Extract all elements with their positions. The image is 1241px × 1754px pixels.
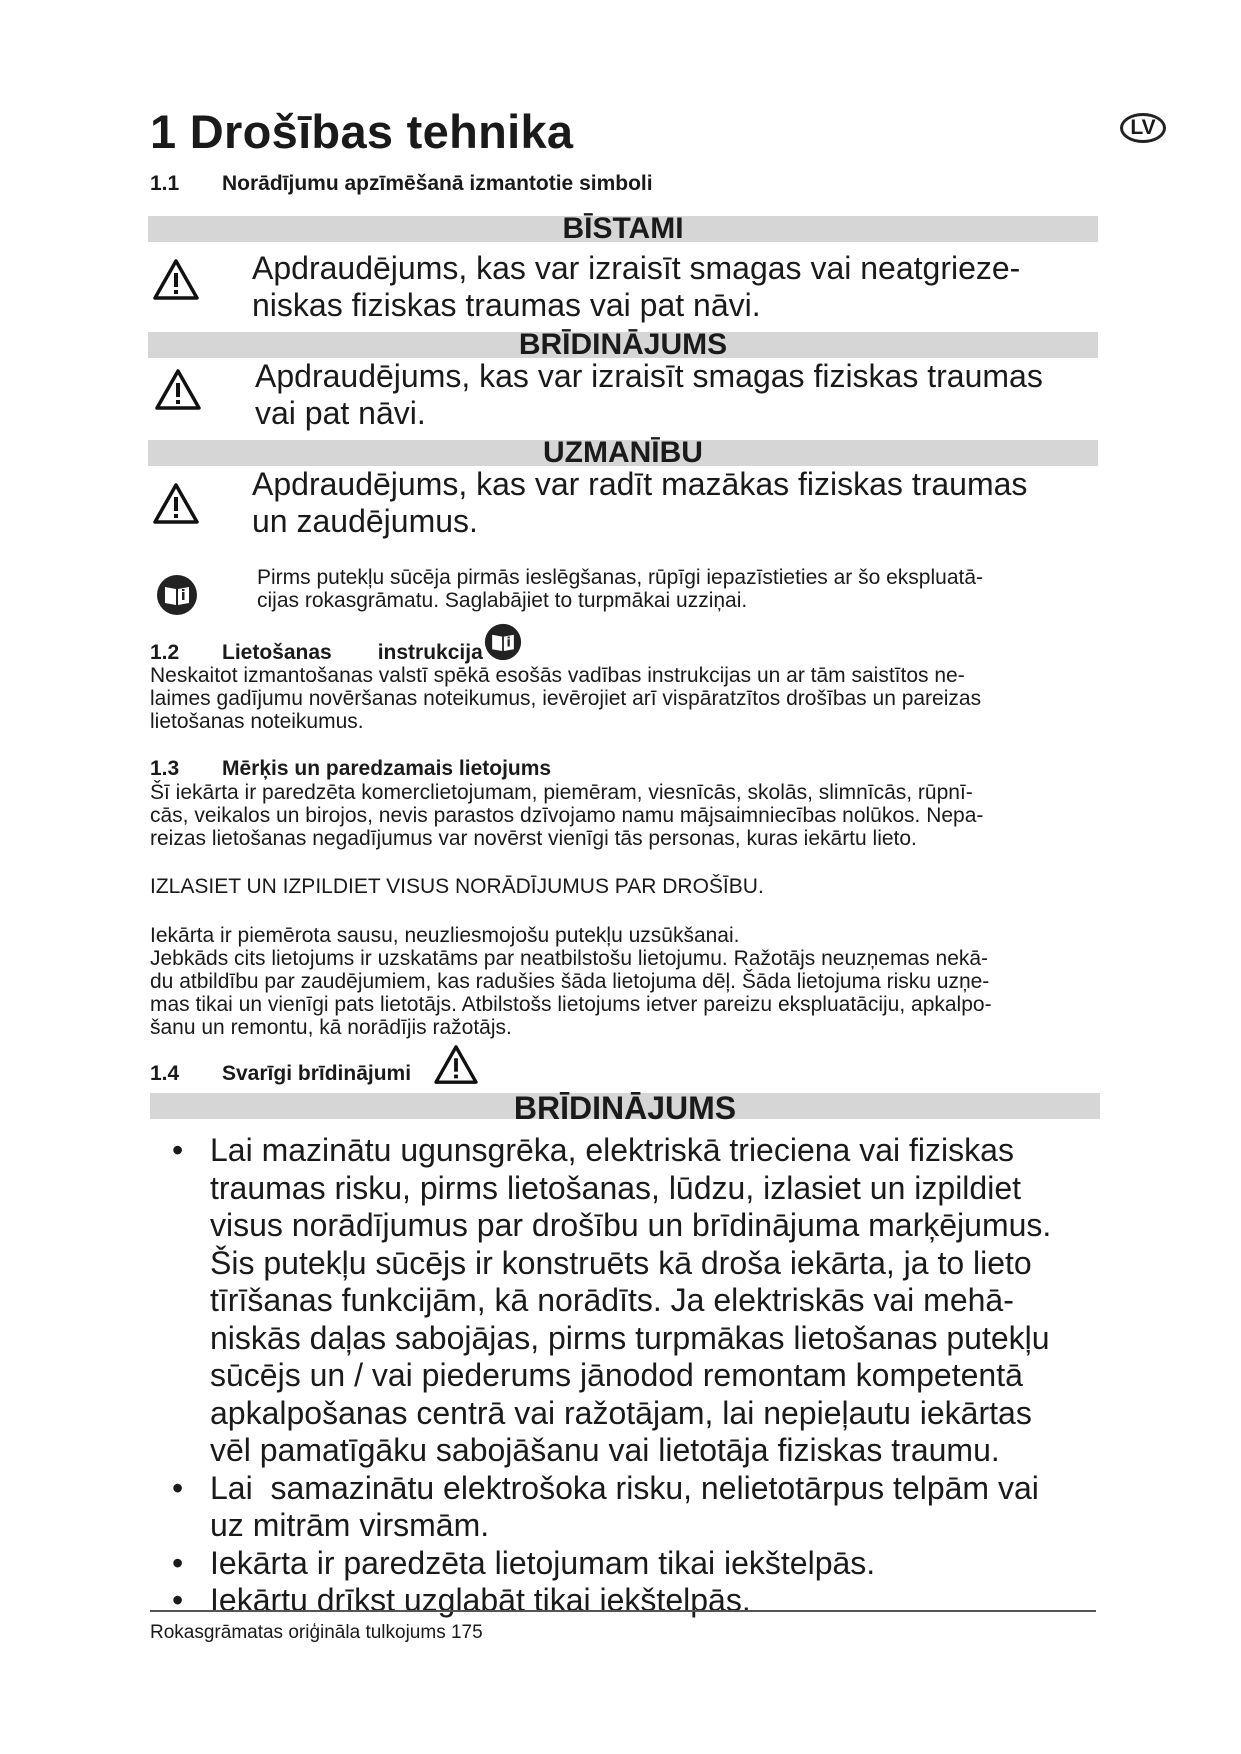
caution-line: Apdraudējums, kas var radīt mazākas fiziskas traumas: [252, 466, 1028, 502]
footer-divider: [150, 1610, 1096, 1612]
text-line: reizas lietošanas negadījumus var novērst vienīgi tās personas, kuras iekārtu lieto.: [150, 827, 917, 850]
text-line: apkalpošanas centrā vai ražotājam, lai nepieļautu iekārtas: [210, 1394, 1032, 1431]
text-line: traumas risku, pirms lietošanas, lūdzu, izlasiet un izpildiet: [210, 1169, 1021, 1206]
section-1-3-heading: [150, 757, 551, 781]
warning-line: Apdraudējums, kas var izraisīt smagas fiziskas traumas: [255, 358, 1043, 394]
section-1-3-para2: IZLASIET UN IZPILDIET VISUS NORĀDĪJUMUS PAR DROŠĪBU.: [150, 875, 764, 898]
section-number: 1.2: [150, 641, 180, 664]
text-line: cās, veikalos un birojos, nevis parastos dzīvojamo namu mājsaimniecības nolūkos. Nepa-: [150, 804, 984, 827]
text-line: • Lai mazinātu ugunsgrēka, elektriskā trieciena vai fiziskas: [210, 1132, 1014, 1168]
danger-band: BĪSTAMI: [148, 216, 1098, 242]
text-line: niskās daļas sabojājas, pirms turpmākas lietošanas putekļu: [210, 1319, 1050, 1356]
section-1-3-para1: [150, 781, 1090, 850]
text-line: visus norādījumus par drošību un brīdinājuma marķējumus.: [210, 1207, 1052, 1243]
list-item: [150, 1132, 1110, 1470]
text-line: uz mitrām virsmām.: [210, 1507, 490, 1543]
warning-triangle-icon: [152, 482, 200, 526]
section-title-part: instrukcija: [377, 641, 483, 664]
manual-note: [257, 566, 983, 612]
section-number: 1.1: [150, 172, 180, 195]
section-1-2-heading: [150, 641, 483, 665]
text-line: lietošanas noteikumus.: [150, 710, 364, 733]
text-line: Šī iekārta ir paredzēta komerclietojumam, piemēram, viesnīcās, skolās, slimnīcās, rūpnī-: [150, 781, 973, 804]
warning-line: vai pat nāvi.: [255, 395, 426, 431]
footer-text: Rokasgrāmatas oriģināla tulkojums 175: [150, 1622, 483, 1643]
section-title: Svarīgi brīdinājumi: [222, 1062, 412, 1085]
language-badge: LV: [1120, 113, 1166, 143]
text-line: Jebkāds cits lietojums ir uzskatāms par neatbilstošu lietojumu. Ražotājs neuzņemas nekā-: [150, 947, 989, 970]
text-line: Šis putekļu sūcējs ir konstruēts kā droša iekārta, ja to lieto: [210, 1244, 1032, 1281]
text-line: šanu un remontu, kā norādījis ražotājs.: [150, 1016, 512, 1039]
text-line: laimes gadījumu novēršanas noteikumus, ievērojiet arī vispāratzītos drošības un pareizas: [150, 687, 982, 710]
text-line: du atbildību par zaudējumiem, kas radušies šāda lietojuma dēļ. Šāda lietojuma risku uzņe-: [150, 970, 990, 993]
text-line: Neskaitot izmantošanas valstī spēkā esošās vadības instrukcijas un ar tām saistītos ne-: [150, 664, 965, 687]
section-title: Norādījumu apzīmēšanā izmantotie simboli: [222, 172, 653, 195]
danger-line: niskas fiziskas traumas vai pat nāvi.: [252, 287, 761, 323]
text-line: • Iekārta ir paredzēta lietojumam tikai iekštelpās.: [210, 1544, 876, 1581]
read-manual-icon: [484, 623, 522, 661]
text-line: Iekārta ir piemērota sausu, neuzliesmojošu putekļu uzsūkšanai.: [150, 924, 740, 947]
text-line: sūcējs un / vai piederums jānodod remontam kompetentā: [210, 1357, 1023, 1393]
warning-text: [255, 358, 1043, 432]
section-title-part: Lietošanas: [222, 641, 332, 664]
section-1-1-heading: [150, 172, 653, 196]
read-manual-icon: [156, 574, 198, 616]
section-1-2-body: [150, 664, 1090, 733]
danger-line: Apdraudējums, kas var izraisīt smagas vai neatgrieze-: [252, 250, 1021, 286]
warning-band: BRĪDINĀJUMS: [148, 332, 1098, 358]
caution-text: [252, 466, 1027, 540]
danger-text: [252, 250, 1020, 324]
text-line: mas tikai un vienīgi pats lietotājs. Atbilstošs lietojums ietver pareizu ekspluatāciju, apkalpo-: [150, 993, 992, 1016]
warning-triangle-icon: [154, 368, 202, 412]
section-title: Mērķis un paredzamais lietojums: [222, 757, 552, 780]
list-item: [150, 1545, 1110, 1583]
manual-note-line: cijas rokasgrāmatu. Saglabājiet to turpmākai uzziņai.: [257, 589, 748, 612]
text-line: tīrīšanas funkcijām, kā norādīts. Ja elektriskās vai mehā-: [210, 1282, 1014, 1318]
section-number: 1.3: [150, 757, 180, 780]
section-1-4-heading: [150, 1062, 411, 1086]
warnings-list: [150, 1132, 1110, 1620]
text-line: • Iekārtu drīkst uzglabāt tikai iekštelpās.: [210, 1582, 751, 1618]
section-number: 1.4: [150, 1062, 180, 1085]
warning-triangle-icon: [433, 1044, 479, 1086]
warning-band: BRĪDINĀJUMS: [150, 1093, 1100, 1119]
page-title: 1 Drošības tehnika: [150, 105, 574, 158]
caution-band: UZMANĪBU: [148, 440, 1098, 466]
section-1-3-para3: [150, 924, 1090, 1039]
text-line: • Lai samazinātu elektrošoka risku, nelietotārpus telpām vai: [210, 1469, 1039, 1506]
caution-line: un zaudējumus.: [252, 503, 478, 539]
list-item: [150, 1582, 1110, 1620]
list-item: [150, 1470, 1110, 1545]
warning-triangle-icon: [152, 258, 200, 302]
text-line: vēl pamatīgāku sabojāšanu vai lietotāja fiziskas traumu.: [210, 1432, 1000, 1468]
manual-note-line: Pirms putekļu sūcēja pirmās ieslēgšanas, rūpīgi iepazīstieties ar šo ekspluatā-: [257, 566, 984, 589]
